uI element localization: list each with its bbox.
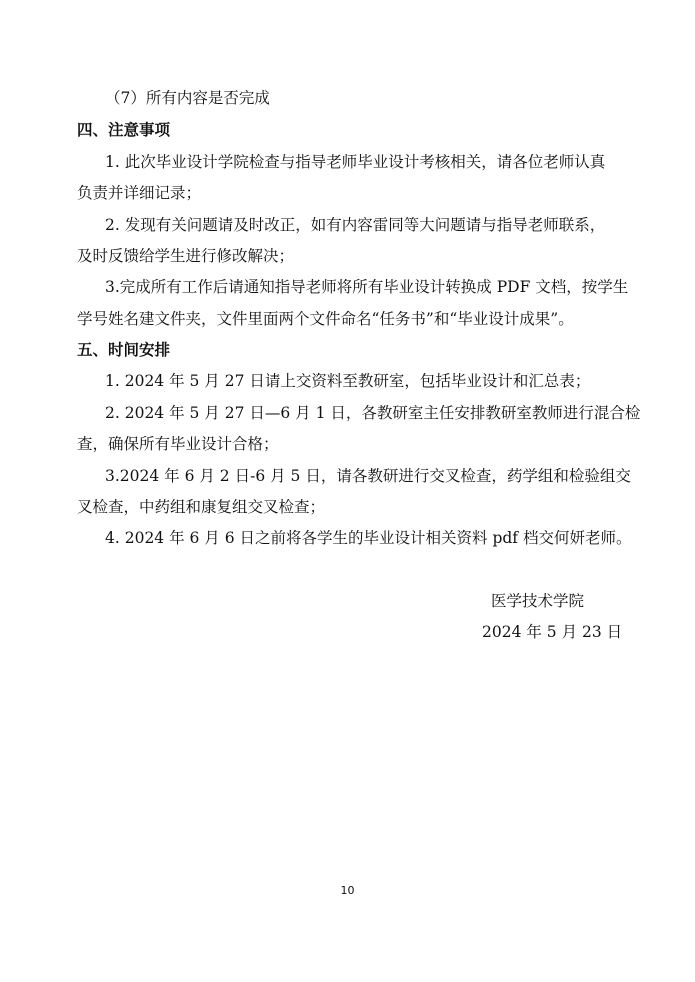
s5-p3-line1: 3.2024 年 6 月 2 日-6 月 5 日，请各教研进行交叉检查，药学组和检验组交	[105, 467, 631, 485]
item-7-text: （7）所有内容是否完成	[105, 89, 270, 107]
s4-p1-line1: 1. 此次毕业设计学院检查与指导老师毕业设计考核相关，请各位老师认真	[105, 153, 606, 171]
s4-p2-line2: 及时反馈给学生进行修改解决；	[77, 247, 295, 265]
section-5-heading: 五、时间安排	[77, 341, 171, 359]
s4-p3-line1: 3.完成所有工作后请通知指导老师将所有毕业设计转换成 PDF 文档，按学生	[105, 278, 629, 296]
page-number: 10	[340, 884, 355, 897]
s4-p2-line1: 2. 发现有关问题请及时改正，如有内容雷同等大问题请与指导老师联系，	[105, 216, 606, 234]
s5-p2-line2: 查，确保所有毕业设计合格；	[77, 435, 279, 453]
s4-p3-line2: 学号姓名建文件夹，文件里面两个文件命名“任务书”和“毕业设计成果”。	[77, 310, 574, 328]
signature-date: 2024 年 5 月 23 日	[482, 623, 623, 641]
s5-p3-line2: 叉检查，中药组和康复组交叉检查；	[77, 498, 326, 516]
s5-p1-line1: 1. 2024 年 5 月 27 日请上交资料至教研室，包括毕业设计和汇总表；	[105, 372, 591, 390]
s5-p2-line1: 2. 2024 年 5 月 27 日—6 月 1 日，各教研室主任安排教研室教师进行混合检	[105, 404, 641, 422]
s5-p4-line1: 4. 2024 年 6 月 6 日之前将各学生的毕业设计相关资料 pdf 档交何妍老师。	[105, 529, 632, 547]
signature-org: 医学技术学院	[491, 592, 585, 610]
section-4-heading: 四、注意事项	[77, 121, 171, 139]
s4-p1-line2: 负责并详细记录；	[77, 184, 202, 202]
